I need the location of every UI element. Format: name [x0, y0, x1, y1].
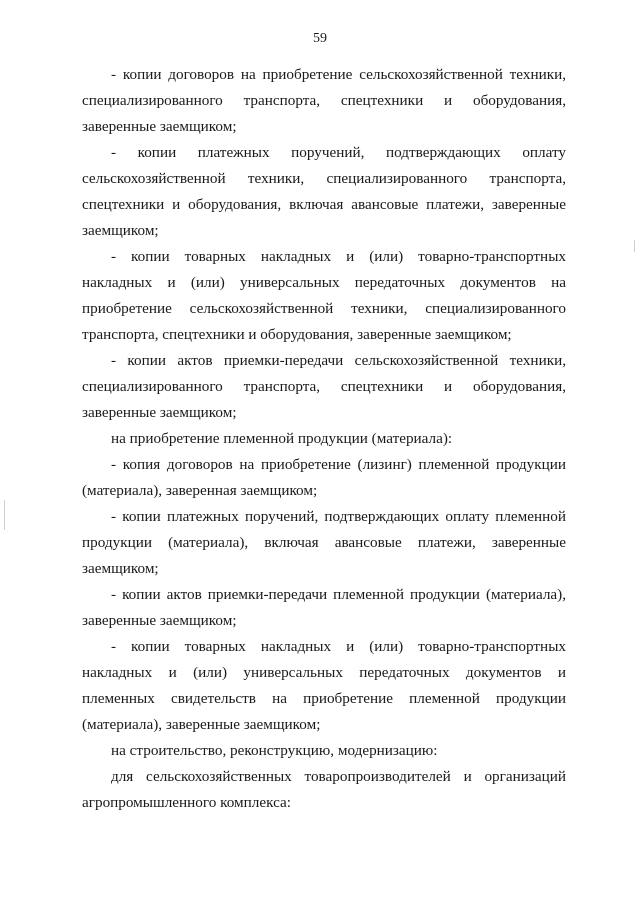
paragraph-payment-orders-machinery: - копии платежных поручений, подтверждающих оплату сельскохозяйственной техники, специализированного транспорта, спецтехники и оборудования, включая авансовые платежи, заверенные заемщиком; [82, 144, 566, 239]
paragraph-contracts-breeding: - копия договоров на приобретение (лизинг) племенной продукции (материала), заверенная заемщиком; [82, 456, 566, 499]
page-number: 59 [313, 31, 327, 46]
paragraph-acceptance-acts-breeding: - копии актов приемки-передачи племенной продукции (материала), заверенные заемщиком; [82, 586, 566, 629]
document-body [82, 62, 566, 816]
paragraph-waybills-breeding: - копии товарных накладных и (или) товарно-транспортных накладных и (или) универсальных передаточных документов и племенных свидетельств на приобретение племенной продукции (материала), заверенные заемщиком; [82, 638, 566, 733]
paragraph-acceptance-acts-machinery: - копии актов приемки-передачи сельскохозяйственной техники, специализированного транспорта, спецтехники и оборудования, заверенные заемщиком; [82, 352, 566, 421]
scan-edge-mark-right [634, 240, 635, 252]
paragraph-breeding-heading: на приобретение племенной продукции (материала): [111, 430, 453, 447]
paragraph-payment-orders-breeding: - копии платежных поручений, подтверждающих оплату племенной продукции (материала), включая авансовые платежи, заверенные заемщиком; [82, 508, 566, 577]
scan-edge-mark-left [4, 500, 5, 530]
paragraph-agro-producers: для сельскохозяйственных товаропроизводителей и организаций агропромышленного комплекса: [82, 768, 566, 811]
paragraph-contracts-machinery: - копии договоров на приобретение сельскохозяйственной техники, специализированного транспорта, спецтехники и оборудования, заверенные заемщиком; [82, 66, 566, 135]
paragraph-waybills-machinery: - копии товарных накладных и (или) товарно-транспортных накладных и (или) универсальных передаточных документов на приобретение сельскохозяйственной техники, специализированного транспорта, спецтехники и оборудования, заверенные заемщиком; [82, 248, 566, 343]
paragraph-construction-heading: на строительство, реконструкцию, модернизацию: [111, 742, 438, 759]
